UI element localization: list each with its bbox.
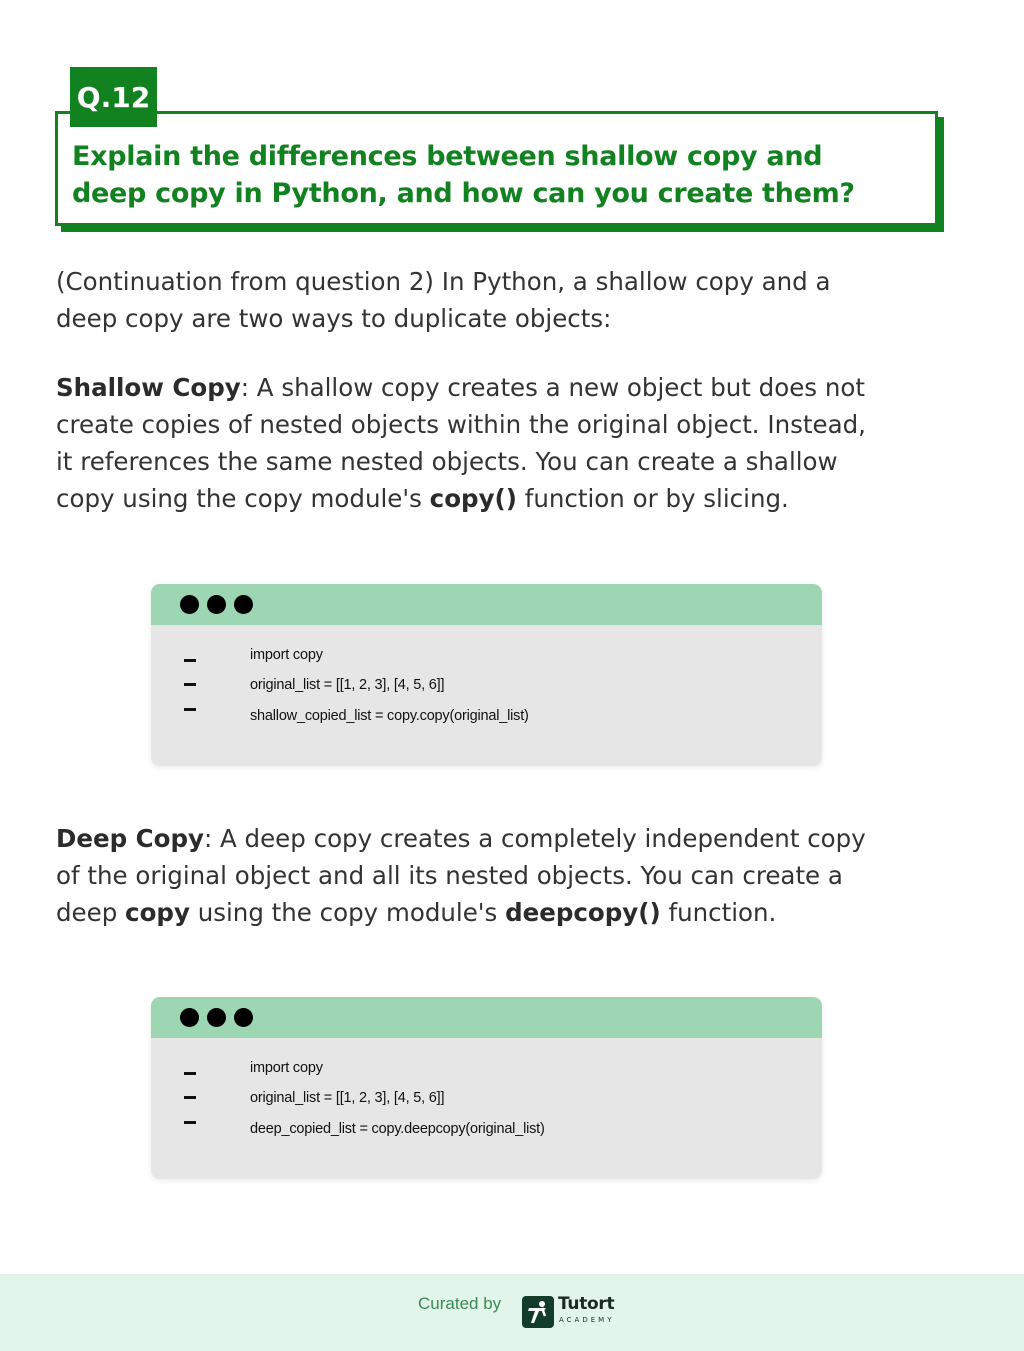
code-line (151, 1121, 822, 1151)
deep-line-3-post: function. (660, 898, 777, 927)
shallow-line-2: create copies of nested objects within the original object. Instead, (56, 410, 866, 439)
window-dot-icon (234, 595, 253, 614)
line-dash (184, 1121, 196, 1124)
code-text: original_list = [[1, 2, 3], [4, 5, 6]] (250, 677, 445, 693)
code-text: original_list = [[1, 2, 3], [4, 5, 6]] (250, 1090, 445, 1106)
question-title (72, 138, 932, 212)
footer (0, 1274, 1024, 1351)
line-dash (184, 683, 196, 686)
code-window-header (151, 997, 822, 1038)
code-line (151, 1090, 822, 1120)
code-text: import copy (250, 1060, 323, 1076)
deep-line-1: : A deep copy creates a completely independent copy (203, 824, 866, 853)
window-dot-icon (207, 595, 226, 614)
curated-by-label: Curated by (418, 1294, 502, 1313)
brand-subtitle: ACADEMY (559, 1316, 615, 1324)
question-box (55, 111, 938, 226)
intro-paragraph (56, 263, 956, 337)
deepcopy-function-name: deepcopy() (505, 898, 661, 927)
line-dash (184, 708, 196, 711)
shallow-line-3: it references the same nested objects. You can create a shallow (56, 447, 838, 476)
deep-copy-paragraph (56, 820, 956, 931)
question-title-line-1: Explain the differences between shallow copy and (72, 141, 823, 172)
code-line (151, 1060, 822, 1090)
question-number-badge (70, 67, 157, 127)
intro-line-1: (Continuation from question 2) In Python, a shallow copy and a (56, 267, 831, 296)
tutort-logo-icon (522, 1296, 554, 1328)
code-window-header (151, 584, 822, 625)
window-dot-icon (180, 1008, 199, 1027)
shallow-code-window (151, 584, 822, 766)
line-dash (184, 659, 196, 662)
question-title-line-2: deep copy in Python, and how can you create them? (72, 178, 855, 209)
intro-line-2: deep copy are two ways to duplicate objects: (56, 304, 612, 333)
deep-code-window (151, 997, 822, 1179)
window-dot-icon (180, 595, 199, 614)
deep-line-3-pre: deep (56, 898, 126, 927)
code-text: deep_copied_list = copy.deepcopy(original_list) (250, 1121, 545, 1137)
code-text: import copy (250, 647, 323, 663)
shallow-line-4-pre: copy using the copy module's (56, 484, 430, 513)
line-dash (184, 1072, 196, 1075)
window-dot-icon (234, 1008, 253, 1027)
window-dot-icon (207, 1008, 226, 1027)
shallow-copy-heading: Shallow Copy (56, 373, 241, 402)
brand-name: Tutort (558, 1294, 615, 1314)
code-line (151, 708, 822, 738)
copy-word: copy (125, 898, 190, 927)
shallow-line-1: : A shallow copy creates a new object but does not (240, 373, 865, 402)
shallow-copy-paragraph (56, 369, 956, 517)
question-number: Q.12 (76, 80, 151, 114)
code-line (151, 677, 822, 707)
deep-line-3-mid: using the copy module's (189, 898, 506, 927)
deep-copy-heading: Deep Copy (56, 824, 204, 853)
code-line (151, 647, 822, 677)
copy-function-name: copy() (429, 484, 517, 513)
line-dash (184, 1096, 196, 1099)
deep-line-2: of the original object and all its nested objects. You can create a (56, 861, 843, 890)
shallow-line-4-post: function or by slicing. (516, 484, 789, 513)
code-text: shallow_copied_list = copy.copy(original_list) (250, 708, 529, 724)
